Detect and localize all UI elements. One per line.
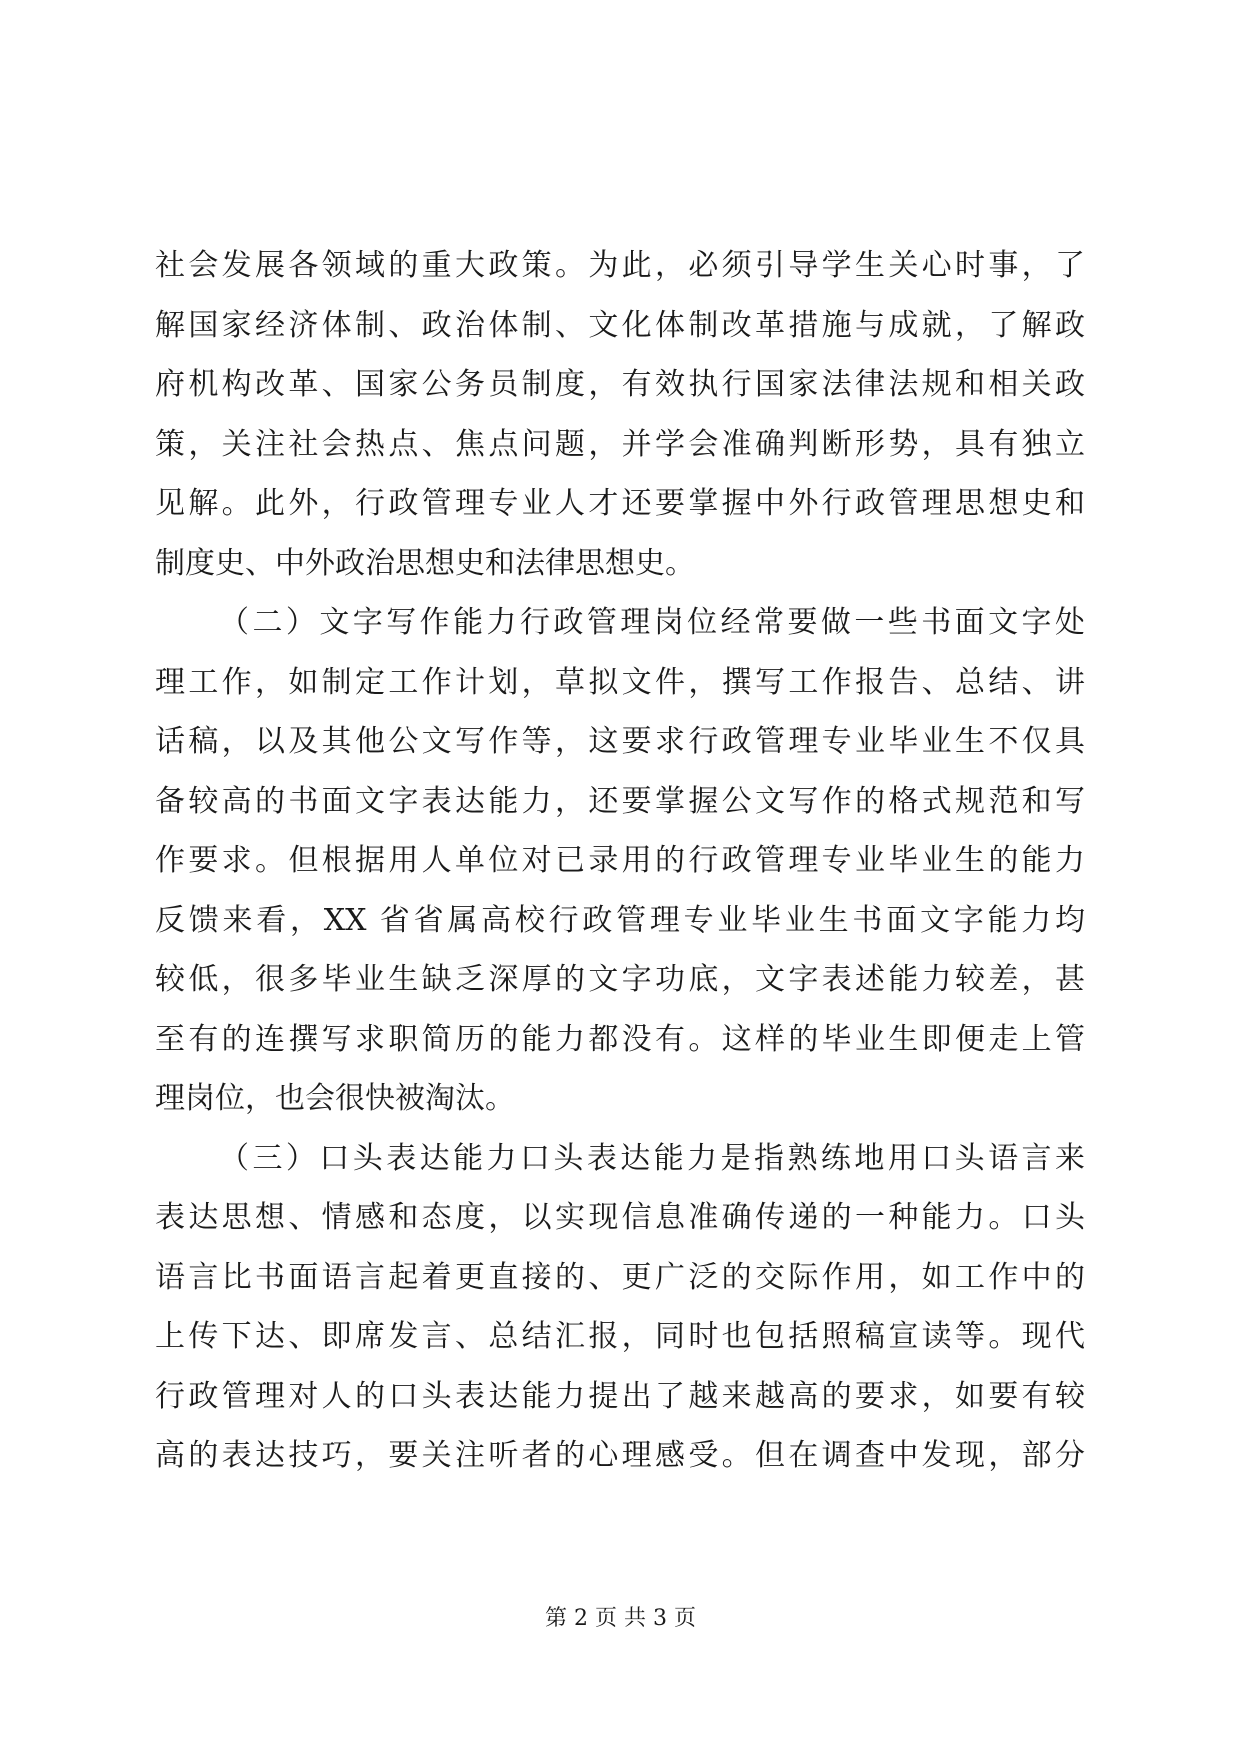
paragraph-3 [155,1129,1085,1486]
text-line: 反馈来看，XX 省省属高校行政管理专业毕业生书面文字能力均 [155,902,1085,938]
text-line: 府机构改革、国家公务员制度，有效执行国家法律法规和相关政 [155,367,1085,402]
text-line: 社会发展各领域的重大政策。为此，必须引导学生关心时事，了 [155,248,1085,283]
text-line: 备较高的书面文字表达能力，还要掌握公文写作的格式规范和写 [155,783,1085,819]
body-text [155,236,1085,1486]
text-line: 行政管理对人的口头表达能力提出了越来越高的要求，如要有较 [155,1378,1085,1414]
text-line: 理岗位，也会很快被淘汰。 [155,1081,515,1116]
text-line: 作要求。但根据用人单位对已录用的行政管理专业毕业生的能力 [155,843,1085,878]
text-line: 高的表达技巧，要关注听者的心理感受。但在调查中发现，部分 [155,1438,1085,1473]
text-line: 理工作，如制定工作计划，草拟文件，撰写工作报告、总结、讲 [155,664,1085,700]
text-line: 解国家经济体制、政治体制、文化体制改革措施与成就，了解政 [155,307,1085,343]
paragraph-2 [155,593,1085,1129]
text-line: 策，关注社会热点、焦点问题，并学会准确判断形势，具有独立 [155,426,1085,462]
text-line: 至有的连撰写求职简历的能力都没有。这样的毕业生即便走上管 [155,1021,1085,1057]
text-line: （二）文字写作能力行政管理岗位经常要做一些书面文字处 [219,605,1085,640]
text-line: 语言比书面语言起着更直接的、更广泛的交际作用，如工作中的 [155,1259,1085,1295]
text-line: 制度史、中外政治思想史和法律思想史。 [155,545,695,581]
paragraph-1 [155,236,1085,593]
text-line: 表达思想、情感和态度，以实现信息准确传递的一种能力。口头 [155,1200,1085,1235]
text-line: 较低，很多毕业生缺乏深厚的文字功底，文字表述能力较差，甚 [155,962,1085,997]
text-line: 话稿，以及其他公文写作等，这要求行政管理专业毕业生不仅具 [155,724,1085,759]
page-number-footer: 第 2 页 共 3 页 [545,1606,696,1631]
text-line: （三）口头表达能力口头表达能力是指熟练地用口头语言来 [219,1140,1085,1176]
text-line: 见解。此外，行政管理专业人才还要掌握中外行政管理思想史和 [155,486,1085,521]
text-line: 上传下达、即席发言、总结汇报，同时也包括照稿宣读等。现代 [155,1319,1085,1354]
